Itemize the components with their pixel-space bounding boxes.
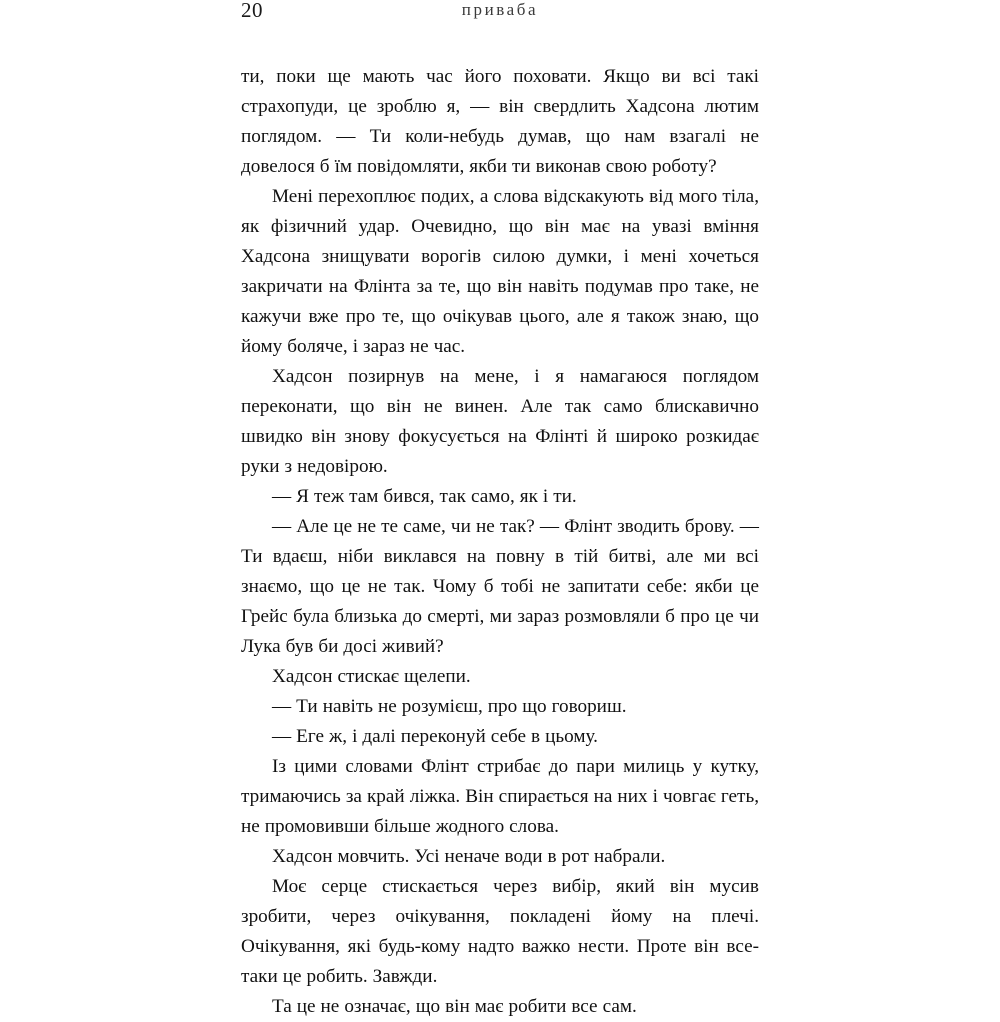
body-paragraph: Хадсон позирнув на мене, і я намагаюся поглядом переконати, що він не винен. Але так само блискавично швидко він знову фокусується на Флінті й широко розкидає руки з недовірою. (241, 366, 759, 477)
dialogue-line: Хадсон мовчить. Усі неначе води в рот набрали. (272, 846, 666, 867)
dialogue-line: — Еге ж, і далі переконуй себе в цьому. (272, 726, 598, 747)
dialogue-line: — Я теж там бився, так само, як і ти. (272, 486, 577, 507)
running-header (241, 0, 759, 30)
body-paragraph: Із цими словами Флінт стрибає до пари милиць у кутку, тримаючись за край ліжка. Він спирається на них і човгає геть, не промовивши більше жодного слова. (241, 756, 759, 837)
page-number: 20 (241, 0, 263, 22)
dialogue-line: Та це не означає, що він має робити все сам. (272, 996, 637, 1017)
body-paragraph: Моє серце стискається через вибір, який він мусив зробити, через очікування, покладені йому на плечі. Очікування, які будь-кому надто важко нести. Проте він все-таки це робить. Завжди. (241, 876, 759, 987)
dialogue-line: — Ти навіть не розумієш, про що говориш. (272, 696, 627, 717)
body-paragraph: — Але це не те саме, чи не так? — Флінт зводить брову. — Ти вдаєш, ніби виклався на повну в тій битві, але ми всі знаємо, що це не так. Чому б тобі не запитати себе: якби це Грейс була близька до смерті, ми зараз розмовляли б про це чи Лука був би досі живий? (241, 516, 759, 657)
body-paragraph: Мені перехоплює подих, а слова відскакують від мого тіла, як фізичний удар. Очевидно, що він має на увазі вміння Хадсона знищувати ворогів силою думки, і мені хочеться закричати на Флінта за те, що він навіть подумав про таке, не кажучи вже про те, що очікував цього, але я також знаю, що йому боляче, і зараз не час. (241, 186, 759, 357)
dialogue-line: Хадсон стискає щелепи. (272, 666, 471, 687)
body-paragraph: ти, поки ще мають час його поховати. Якщо ви всі такі страхопуди, це зроблю я, — він свердлить Хадсона лютим поглядом. — Ти коли-небудь думав, що нам взагалі не довелося б їм повідомляти, якби ти виконав свою роботу? (241, 66, 759, 177)
running-title: приваба (461, 0, 539, 19)
body-text-column (241, 62, 759, 1022)
